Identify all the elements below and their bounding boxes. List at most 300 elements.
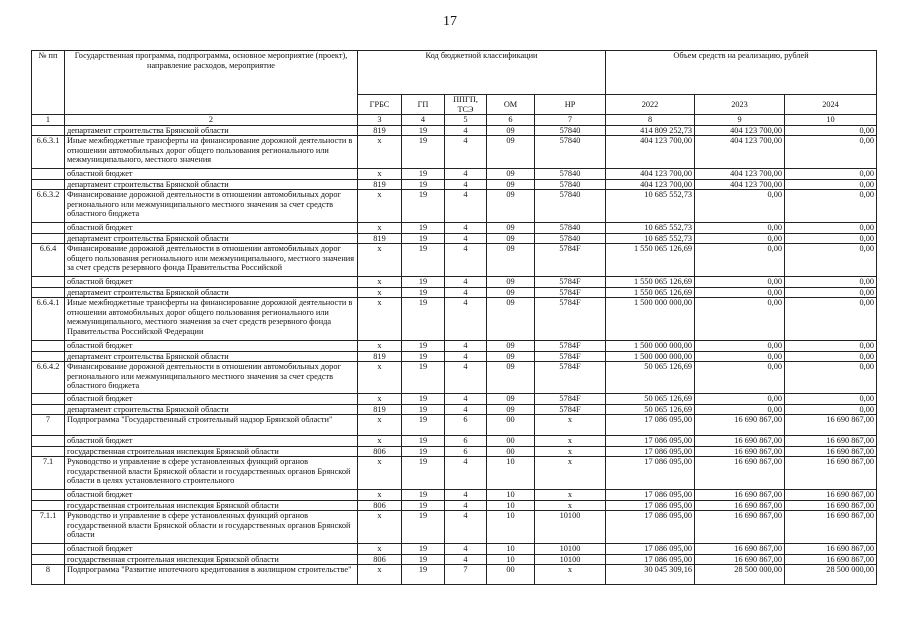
cell-ppgp: 4 [445, 233, 487, 244]
cell-nr: 57840 [535, 169, 606, 180]
cell-gp: 19 [402, 394, 445, 405]
cell-grbs: x [358, 544, 402, 555]
table-row [32, 223, 877, 234]
cell-2024: 0,00 [785, 394, 877, 405]
cell-grbs: x [358, 415, 402, 436]
row-number [32, 436, 65, 447]
row-name: Финансирование дорожной деятельности в отношении автомобильных дорог регионального или межмуниципального местного значения за счет средств областного бюджета [65, 190, 358, 223]
cell-om: 09 [487, 341, 535, 352]
cell-om: 10 [487, 544, 535, 555]
cell-gp: 19 [402, 136, 445, 169]
cell-nr: 57840 [535, 223, 606, 234]
cell-2023: 16 690 867,00 [695, 436, 785, 447]
cell-gp: 19 [402, 169, 445, 180]
row-number [32, 169, 65, 180]
cell-2023: 0,00 [695, 298, 785, 341]
cell-2023: 0,00 [695, 404, 785, 415]
cell-2023: 0,00 [695, 394, 785, 405]
cell-ppgp: 4 [445, 298, 487, 341]
cell-nr: 5784F [535, 287, 606, 298]
cell-grbs: x [358, 565, 402, 585]
cell-2023: 404 123 700,00 [695, 136, 785, 169]
cell-2023: 0,00 [695, 190, 785, 223]
cell-2024: 0,00 [785, 341, 877, 352]
cell-om: 09 [487, 351, 535, 362]
header-volume: Объем средств на реализацию, рублей [606, 51, 877, 95]
cell-2024: 0,00 [785, 362, 877, 394]
cell-gp: 19 [402, 233, 445, 244]
cell-2023: 16 690 867,00 [695, 554, 785, 565]
index-cell: 10 [785, 115, 877, 126]
cell-om: 09 [487, 125, 535, 136]
table-row [32, 277, 877, 288]
cell-2022: 404 123 700,00 [606, 179, 695, 190]
budget-table [31, 50, 877, 585]
cell-nr: x [535, 490, 606, 501]
cell-ppgp: 4 [445, 544, 487, 555]
row-name: департамент строительства Брянской области [65, 233, 358, 244]
cell-nr: 5784F [535, 362, 606, 394]
index-cell: 1 [32, 115, 65, 126]
cell-om: 09 [487, 404, 535, 415]
cell-gp: 19 [402, 500, 445, 511]
cell-2022: 17 086 095,00 [606, 554, 695, 565]
cell-grbs: x [358, 223, 402, 234]
cell-2024: 16 690 867,00 [785, 415, 877, 436]
cell-2022: 1 550 065 126,69 [606, 277, 695, 288]
header-2024: 2024 [785, 95, 877, 115]
row-name: государственная строительная инспекция Брянской области [65, 500, 358, 511]
cell-2022: 17 086 095,00 [606, 457, 695, 490]
row-number [32, 394, 65, 405]
cell-gp: 19 [402, 404, 445, 415]
index-cell: 3 [358, 115, 402, 126]
cell-gp: 19 [402, 446, 445, 457]
cell-ppgp: 4 [445, 136, 487, 169]
cell-2024: 0,00 [785, 179, 877, 190]
row-number [32, 446, 65, 457]
row-number [32, 179, 65, 190]
row-name: областной бюджет [65, 394, 358, 405]
cell-ppgp: 4 [445, 554, 487, 565]
row-number: 6.6.3.2 [32, 190, 65, 223]
cell-2023: 28 500 000,00 [695, 565, 785, 585]
cell-om: 10 [487, 500, 535, 511]
index-cell: 7 [535, 115, 606, 126]
table-row [32, 351, 877, 362]
cell-ppgp: 4 [445, 190, 487, 223]
cell-nr: 57840 [535, 233, 606, 244]
cell-gp: 19 [402, 565, 445, 585]
cell-2022: 404 123 700,00 [606, 169, 695, 180]
table-row [32, 233, 877, 244]
cell-2022: 1 500 000 000,00 [606, 351, 695, 362]
cell-gp: 19 [402, 362, 445, 394]
row-number [32, 554, 65, 565]
cell-nr: x [535, 457, 606, 490]
cell-ppgp: 4 [445, 169, 487, 180]
table-row [32, 394, 877, 405]
row-number: 6.6.4.1 [32, 298, 65, 341]
cell-ppgp: 4 [445, 490, 487, 501]
header-name: Государственная программа, подпрограмма, основное мероприятие (проект), направление расходов, мероприятие [65, 51, 358, 115]
cell-2022: 1 550 065 126,69 [606, 287, 695, 298]
row-name: Финансирование дорожной деятельности в отношении автомобильных дорог регионального или межмуниципального местного значения за счет средств областного бюджета [65, 362, 358, 394]
cell-grbs: x [358, 287, 402, 298]
cell-2023: 404 123 700,00 [695, 169, 785, 180]
cell-gp: 19 [402, 223, 445, 234]
cell-2023: 0,00 [695, 244, 785, 277]
cell-grbs: x [358, 511, 402, 544]
cell-nr: 5784F [535, 298, 606, 341]
row-number: 6.6.4.2 [32, 362, 65, 394]
cell-gp: 19 [402, 190, 445, 223]
cell-grbs: 819 [358, 233, 402, 244]
cell-nr: 10100 [535, 544, 606, 555]
cell-om: 10 [487, 511, 535, 544]
cell-2023: 16 690 867,00 [695, 457, 785, 490]
index-cell: 8 [606, 115, 695, 126]
row-number [32, 544, 65, 555]
row-name: областной бюджет [65, 490, 358, 501]
cell-nr: 10100 [535, 554, 606, 565]
cell-ppgp: 4 [445, 404, 487, 415]
cell-2022: 17 086 095,00 [606, 511, 695, 544]
row-number [32, 277, 65, 288]
cell-nr: 5784F [535, 341, 606, 352]
cell-2023: 404 123 700,00 [695, 179, 785, 190]
cell-nr: x [535, 446, 606, 457]
cell-grbs: x [358, 341, 402, 352]
cell-ppgp: 4 [445, 277, 487, 288]
cell-2023: 0,00 [695, 351, 785, 362]
table-body [32, 125, 877, 585]
cell-gp: 19 [402, 244, 445, 277]
row-number [32, 351, 65, 362]
row-name: областной бюджет [65, 169, 358, 180]
table-row [32, 298, 877, 341]
table-row [32, 544, 877, 555]
cell-2022: 50 065 126,69 [606, 362, 695, 394]
cell-2022: 1 500 000 000,00 [606, 341, 695, 352]
row-number [32, 404, 65, 415]
cell-gp: 19 [402, 415, 445, 436]
cell-2024: 16 690 867,00 [785, 554, 877, 565]
cell-om: 00 [487, 446, 535, 457]
cell-2022: 17 086 095,00 [606, 500, 695, 511]
cell-grbs: x [358, 457, 402, 490]
cell-2024: 16 690 867,00 [785, 500, 877, 511]
cell-om: 09 [487, 394, 535, 405]
cell-gp: 19 [402, 298, 445, 341]
row-number [32, 490, 65, 501]
cell-2024: 28 500 000,00 [785, 565, 877, 585]
cell-grbs: 806 [358, 554, 402, 565]
cell-2022: 17 086 095,00 [606, 436, 695, 447]
header-gp: ГП [402, 95, 445, 115]
index-cell: 6 [487, 115, 535, 126]
cell-ppgp: 6 [445, 415, 487, 436]
row-number [32, 223, 65, 234]
row-number [32, 341, 65, 352]
cell-2022: 10 685 552,73 [606, 223, 695, 234]
cell-gp: 19 [402, 490, 445, 501]
cell-ppgp: 4 [445, 394, 487, 405]
row-name: государственная строительная инспекция Брянской области [65, 446, 358, 457]
cell-om: 10 [487, 457, 535, 490]
cell-gp: 19 [402, 287, 445, 298]
cell-grbs: 806 [358, 446, 402, 457]
row-name: департамент строительства Брянской области [65, 287, 358, 298]
cell-2022: 1 550 065 126,69 [606, 244, 695, 277]
cell-ppgp: 4 [445, 244, 487, 277]
row-name: Подпрограмма "Государственный строительный надзор Брянской области" [65, 415, 358, 436]
header-2023: 2023 [695, 95, 785, 115]
header-2022: 2022 [606, 95, 695, 115]
cell-om: 09 [487, 298, 535, 341]
cell-nr: 5784F [535, 277, 606, 288]
cell-om: 09 [487, 190, 535, 223]
cell-ppgp: 6 [445, 436, 487, 447]
cell-2024: 0,00 [785, 233, 877, 244]
cell-nr: x [535, 415, 606, 436]
row-name: областной бюджет [65, 436, 358, 447]
cell-2023: 0,00 [695, 233, 785, 244]
cell-gp: 19 [402, 341, 445, 352]
cell-om: 09 [487, 287, 535, 298]
cell-2023: 16 690 867,00 [695, 446, 785, 457]
row-number [32, 287, 65, 298]
table-row [32, 125, 877, 136]
cell-nr: x [535, 500, 606, 511]
row-number: 7 [32, 415, 65, 436]
cell-om: 09 [487, 362, 535, 394]
table-row [32, 490, 877, 501]
cell-om: 10 [487, 490, 535, 501]
table-row [32, 287, 877, 298]
cell-gp: 19 [402, 351, 445, 362]
cell-grbs: 819 [358, 351, 402, 362]
cell-nr: 5784F [535, 351, 606, 362]
cell-2024: 16 690 867,00 [785, 511, 877, 544]
cell-2023: 16 690 867,00 [695, 544, 785, 555]
table-row [32, 404, 877, 415]
cell-ppgp: 4 [445, 362, 487, 394]
cell-nr: 5784F [535, 404, 606, 415]
cell-2022: 1 500 000 000,00 [606, 298, 695, 341]
cell-nr: 57840 [535, 179, 606, 190]
cell-2024: 16 690 867,00 [785, 490, 877, 501]
cell-nr: x [535, 436, 606, 447]
header-code: Код бюджетной классификации [358, 51, 606, 95]
cell-om: 09 [487, 179, 535, 190]
cell-2022: 10 685 552,73 [606, 233, 695, 244]
cell-nr: 57840 [535, 190, 606, 223]
cell-om: 09 [487, 244, 535, 277]
header-nr: НР [535, 95, 606, 115]
cell-om: 09 [487, 223, 535, 234]
cell-2024: 16 690 867,00 [785, 457, 877, 490]
cell-nr: 57840 [535, 136, 606, 169]
table-row [32, 362, 877, 394]
page-number: 17 [443, 14, 457, 29]
cell-om: 09 [487, 136, 535, 169]
cell-gp: 19 [402, 436, 445, 447]
cell-2024: 0,00 [785, 136, 877, 169]
cell-grbs: x [358, 394, 402, 405]
cell-2024: 0,00 [785, 125, 877, 136]
cell-grbs: x [358, 190, 402, 223]
row-name: Финансирование дорожной деятельности в отношении автомобильных дорог общего пользования регионального или межмуниципального, местного значения за счет средств резервного фонда Правительства Российской [65, 244, 358, 277]
table-row [32, 169, 877, 180]
cell-grbs: 819 [358, 404, 402, 415]
cell-2024: 0,00 [785, 351, 877, 362]
row-name: государственная строительная инспекция Брянской области [65, 554, 358, 565]
row-number: 8 [32, 565, 65, 585]
cell-gp: 19 [402, 179, 445, 190]
row-name: Иные межбюджетные трансферты на финансирование дорожной деятельности в отношении автомобильных дорог общего пользования регионального или межмуниципального, местного значения [65, 136, 358, 169]
cell-gp: 19 [402, 277, 445, 288]
cell-om: 09 [487, 277, 535, 288]
cell-om: 00 [487, 436, 535, 447]
header-grbs: ГРБС [358, 95, 402, 115]
cell-2023: 0,00 [695, 341, 785, 352]
cell-grbs: x [358, 169, 402, 180]
cell-gp: 19 [402, 457, 445, 490]
table-row [32, 446, 877, 457]
table-row [32, 500, 877, 511]
cell-ppgp: 4 [445, 223, 487, 234]
cell-grbs: x [358, 436, 402, 447]
cell-2024: 16 690 867,00 [785, 544, 877, 555]
row-name: областной бюджет [65, 223, 358, 234]
cell-2023: 0,00 [695, 287, 785, 298]
row-number: 6.6.3.1 [32, 136, 65, 169]
cell-2022: 30 045 309,16 [606, 565, 695, 585]
cell-grbs: 819 [358, 125, 402, 136]
cell-2023: 16 690 867,00 [695, 415, 785, 436]
cell-2022: 17 086 095,00 [606, 446, 695, 457]
cell-grbs: 819 [358, 179, 402, 190]
cell-2022: 17 086 095,00 [606, 415, 695, 436]
cell-2023: 16 690 867,00 [695, 500, 785, 511]
cell-2022: 404 123 700,00 [606, 136, 695, 169]
cell-gp: 19 [402, 511, 445, 544]
cell-om: 00 [487, 565, 535, 585]
row-number [32, 500, 65, 511]
cell-ppgp: 4 [445, 500, 487, 511]
cell-ppgp: 6 [445, 446, 487, 457]
cell-2024: 0,00 [785, 223, 877, 234]
cell-2023: 0,00 [695, 362, 785, 394]
cell-om: 09 [487, 169, 535, 180]
cell-2024: 16 690 867,00 [785, 446, 877, 457]
cell-nr: 5784F [535, 244, 606, 277]
row-name: Иные межбюджетные трансферты на финансирование дорожной деятельности в отношении автомобильных дорог общего пользования регионального или межмуниципального, местного значения за счет средств резервного фонда Правительства Российской Федерации [65, 298, 358, 341]
cell-2024: 0,00 [785, 277, 877, 288]
table-row [32, 511, 877, 544]
index-cell: 5 [445, 115, 487, 126]
cell-om: 09 [487, 233, 535, 244]
row-number [32, 125, 65, 136]
cell-gp: 19 [402, 554, 445, 565]
row-name: областной бюджет [65, 277, 358, 288]
cell-2024: 16 690 867,00 [785, 436, 877, 447]
cell-2022: 50 065 126,69 [606, 394, 695, 405]
row-name: департамент строительства Брянской области [65, 125, 358, 136]
index-cell: 2 [65, 115, 358, 126]
cell-2023: 0,00 [695, 277, 785, 288]
row-name: департамент строительства Брянской области [65, 351, 358, 362]
table-row [32, 457, 877, 490]
table-row [32, 341, 877, 352]
table-row [32, 554, 877, 565]
cell-grbs: x [358, 298, 402, 341]
row-number: 6.6.4 [32, 244, 65, 277]
cell-2024: 0,00 [785, 404, 877, 415]
cell-ppgp: 4 [445, 341, 487, 352]
cell-2024: 0,00 [785, 244, 877, 277]
cell-nr: 5784F [535, 394, 606, 405]
cell-2022: 414 809 252,73 [606, 125, 695, 136]
table-row [32, 244, 877, 277]
index-cell: 9 [695, 115, 785, 126]
cell-grbs: 806 [358, 500, 402, 511]
cell-om: 10 [487, 554, 535, 565]
row-number: 7.1.1 [32, 511, 65, 544]
cell-2024: 0,00 [785, 169, 877, 180]
cell-2022: 50 065 126,69 [606, 404, 695, 415]
cell-2023: 16 690 867,00 [695, 490, 785, 501]
cell-ppgp: 4 [445, 457, 487, 490]
header-om: ОМ [487, 95, 535, 115]
cell-2023: 16 690 867,00 [695, 511, 785, 544]
cell-gp: 19 [402, 125, 445, 136]
table-row [32, 436, 877, 447]
cell-ppgp: 4 [445, 351, 487, 362]
cell-grbs: x [358, 490, 402, 501]
row-number [32, 233, 65, 244]
row-name: департамент строительства Брянской области [65, 404, 358, 415]
cell-nr: 57840 [535, 125, 606, 136]
index-cell: 4 [402, 115, 445, 126]
cell-nr: x [535, 565, 606, 585]
header-ppgp: ППГП, ТСЭ [445, 95, 487, 115]
cell-2024: 0,00 [785, 287, 877, 298]
header-number: № пп [32, 51, 65, 115]
cell-grbs: x [358, 136, 402, 169]
cell-gp: 19 [402, 544, 445, 555]
cell-nr: 10100 [535, 511, 606, 544]
cell-2022: 10 685 552,73 [606, 190, 695, 223]
table-header [32, 51, 877, 126]
row-name: Подпрограмма "Развитие ипотечного кредитования в жилищном строительстве" [65, 565, 358, 585]
cell-ppgp: 4 [445, 125, 487, 136]
cell-om: 00 [487, 415, 535, 436]
table-row [32, 179, 877, 190]
table-row [32, 136, 877, 169]
cell-2023: 0,00 [695, 223, 785, 234]
row-name: Руководство и управление в сфере установленных функций органов государственной власти Брянской области и государственных органов Брянской области [65, 511, 358, 544]
cell-ppgp: 4 [445, 287, 487, 298]
cell-grbs: x [358, 244, 402, 277]
cell-ppgp: 4 [445, 511, 487, 544]
cell-ppgp: 4 [445, 179, 487, 190]
table-row [32, 565, 877, 585]
cell-ppgp: 7 [445, 565, 487, 585]
cell-2023: 404 123 700,00 [695, 125, 785, 136]
cell-2022: 17 086 095,00 [606, 490, 695, 501]
